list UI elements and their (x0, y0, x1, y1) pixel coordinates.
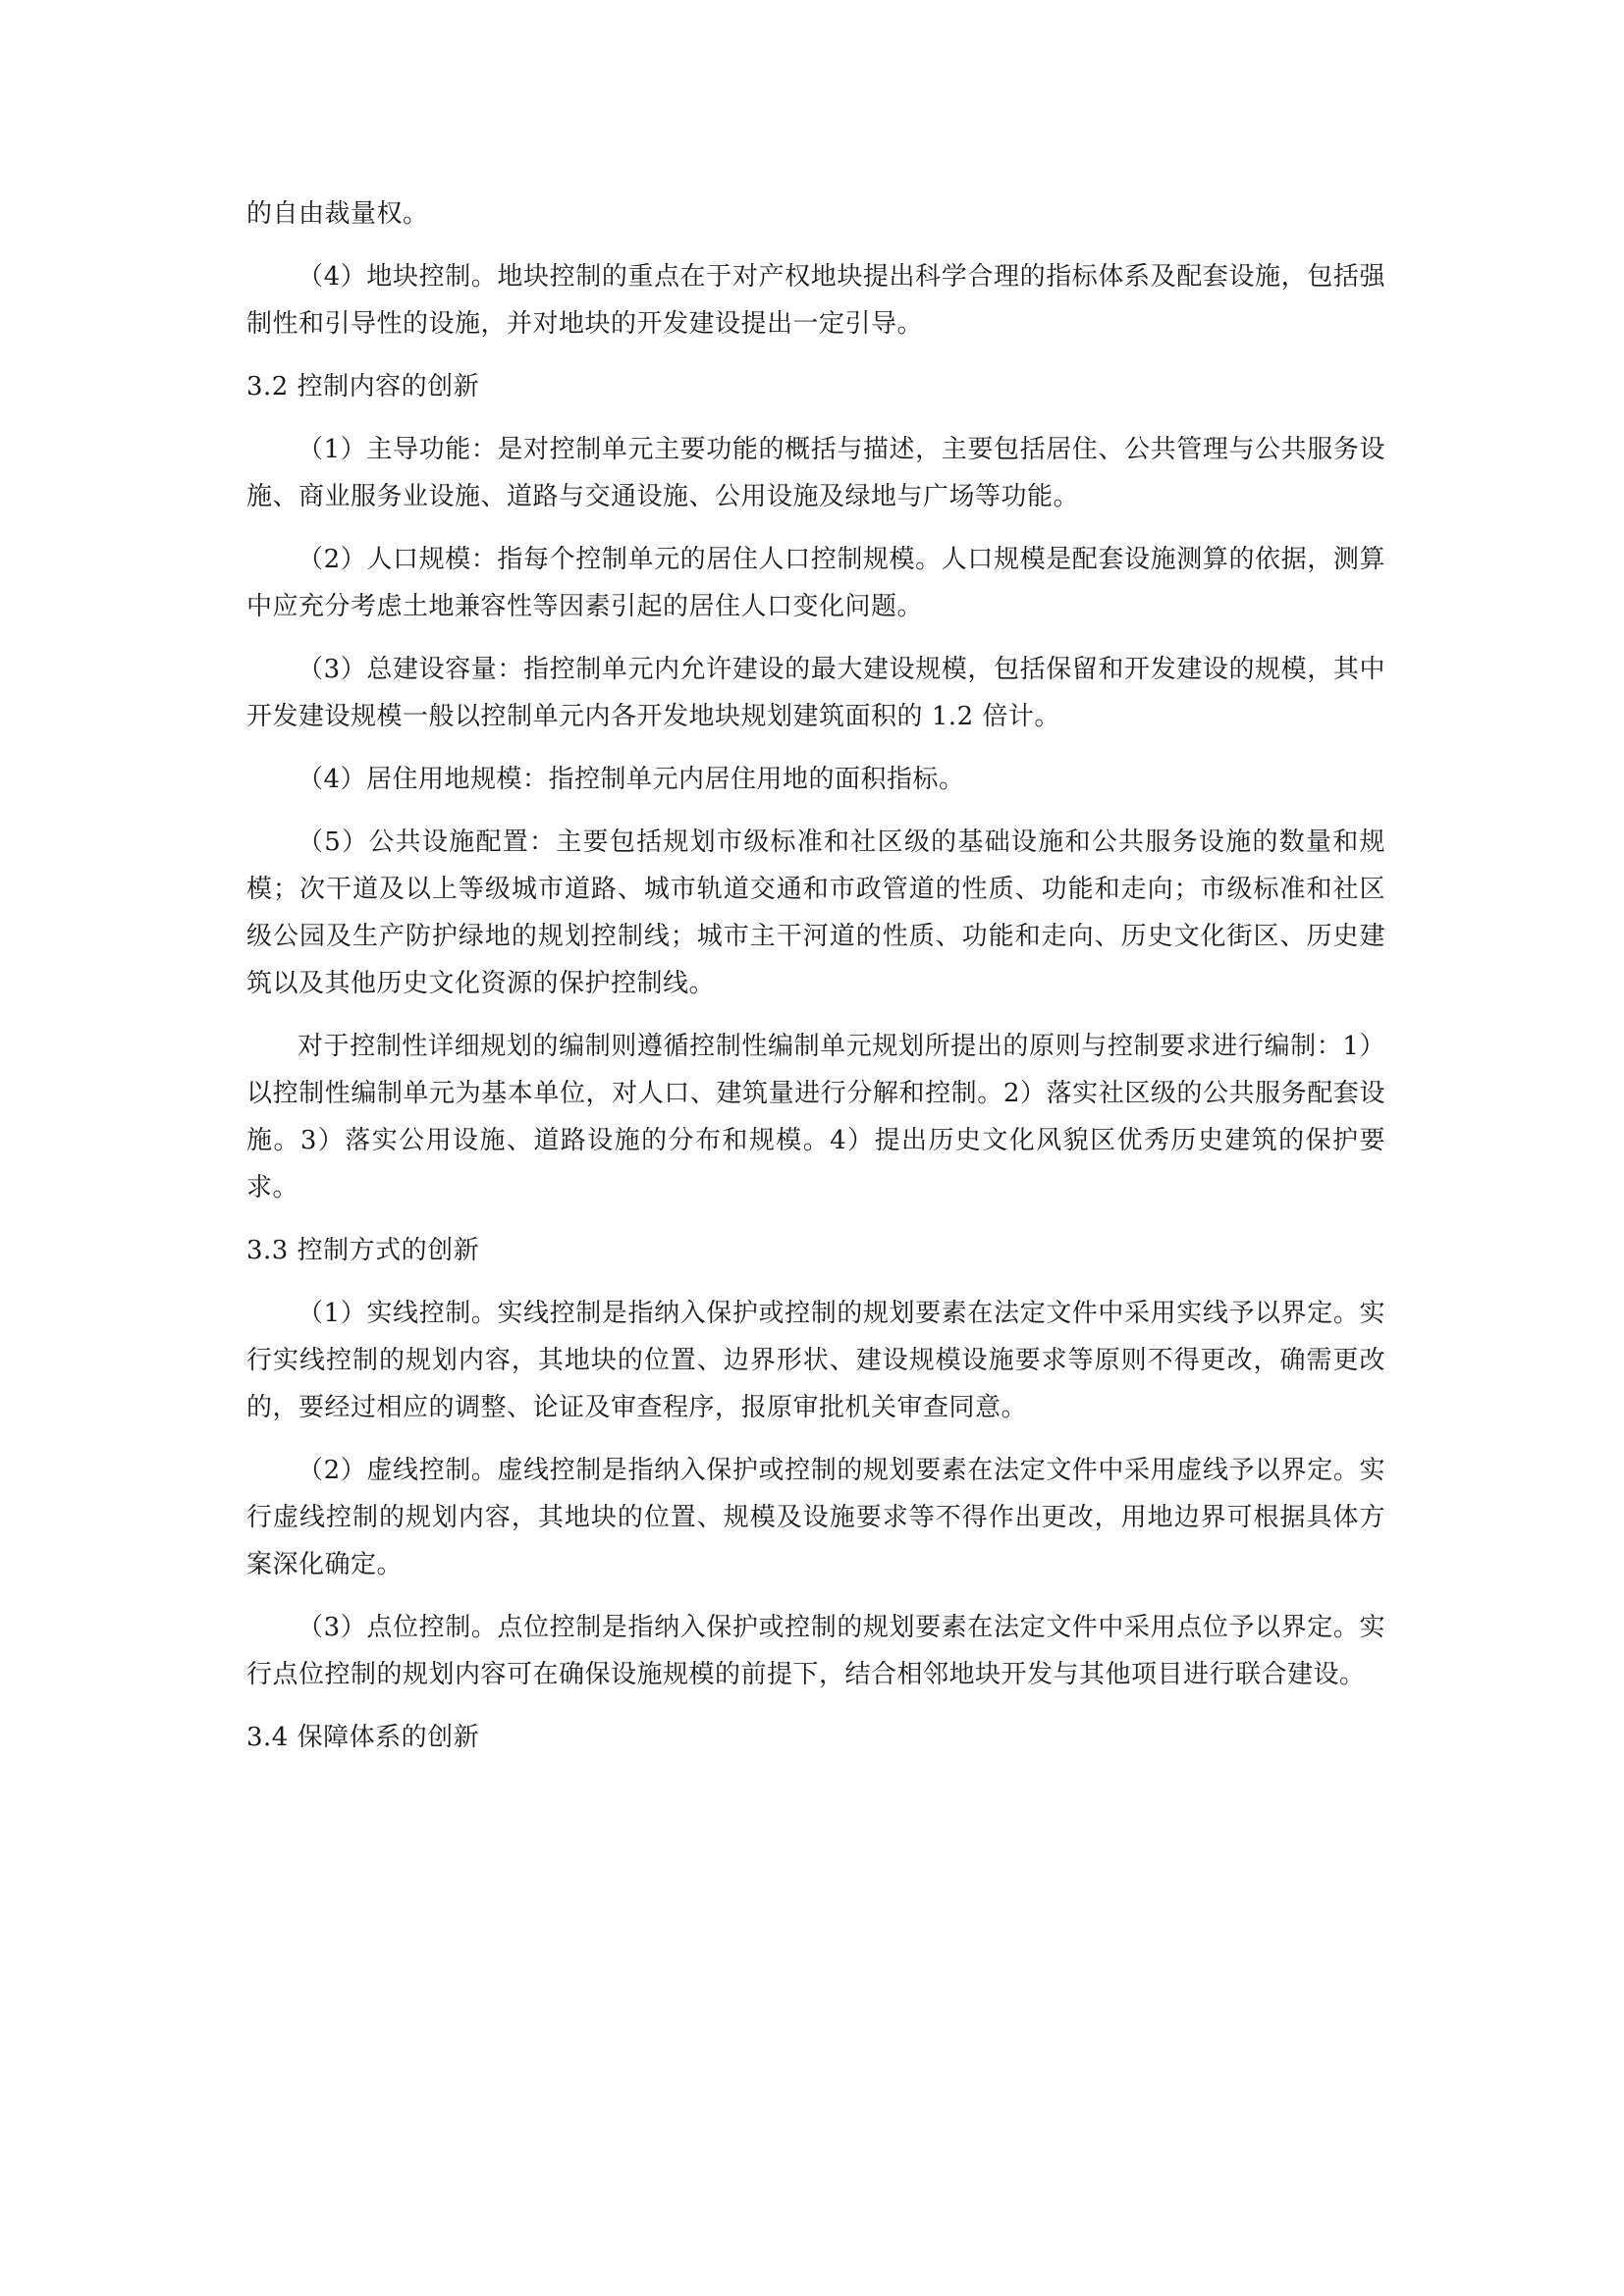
paragraph: （1）主导功能：是对控制单元主要功能的概括与描述，主要包括居住、公共管理与公共服务设施、商业服务业设施、道路与交通设施、公用设施及绿地与广场等功能。 (246, 435, 1385, 511)
document-body (246, 190, 1385, 1777)
paragraph: （4）居住用地规模：指控制单元内居住用地的面积指标。 (298, 765, 965, 794)
paragraph: 对于控制性详细规划的编制则遵循控制性编制单元规划所提出的原则与控制要求进行编制：1）以控制性编制单元为基本单位，对人口、建筑量进行分解和控制。2）落实社区级的公共服务配套设施。3）落实公用设施、道路设施的分布和规模。4）提出历史文化风貌区优秀历史建筑的保护要求。 (246, 1032, 1385, 1202)
section-heading: 3.2 控制内容的创新 (246, 372, 480, 401)
paragraph: （2）虚线控制。虚线控制是指纳入保护或控制的规划要素在法定文件中采用虚线予以界定。实行虚线控制的规划内容，其地块的位置、规模及设施要求等不得作出更改，用地边界可根据具体方案深化确定。 (246, 1456, 1385, 1579)
section-heading: 3.4 保障体系的创新 (246, 1723, 480, 1752)
section-heading: 3.3 控制方式的创新 (246, 1236, 480, 1265)
paragraph: （3）总建设容量：指控制单元内允许建设的最大建设规模，包括保留和开发建设的规模，其中开发建设规模一般以控制单元内各开发地块规划建筑面积的 1.2 倍计。 (246, 655, 1385, 731)
paragraph: （5）公共设施配置：主要包括规划市级标准和社区级的基础设施和公共服务设施的数量和规模；次干道及以上等级城市道路、城市轨道交通和市政管道的性质、功能和走向；市级标准和社区级公园及生产防护绿地的规划控制线；城市主干河道的性质、功能和走向、历史文化街区、历史建筑以及其他历史文化资源的保护控制线。 (246, 828, 1385, 998)
paragraph: （4）地块控制。地块控制的重点在于对产权地块提出科学合理的指标体系及配套设施，包括强制性和引导性的设施，并对地块的开发建设提出一定引导。 (246, 262, 1385, 339)
paragraph: 的自由裁量权。 (246, 199, 429, 229)
paragraph: （2）人口规模：指每个控制单元的居住人口控制规模。人口规模是配套设施测算的依据，测算中应充分考虑土地兼容性等因素引起的居住人口变化问题。 (246, 545, 1385, 621)
paragraph: （1）实线控制。实线控制是指纳入保护或控制的规划要素在法定文件中采用实线予以界定。实行实线控制的规划内容，其地块的位置、边界形状、建设规模设施要求等原则不得更改，确需更改的，要经过相应的调整、论证及审查程序，报原审批机关审查同意。 (246, 1299, 1385, 1422)
paragraph: （3）点位控制。点位控制是指纳入保护或控制的规划要素在法定文件中采用点位予以界定。实行点位控制的规划内容可在确保设施规模的前提下，结合相邻地块开发与其他项目进行联合建设。 (246, 1613, 1385, 1689)
